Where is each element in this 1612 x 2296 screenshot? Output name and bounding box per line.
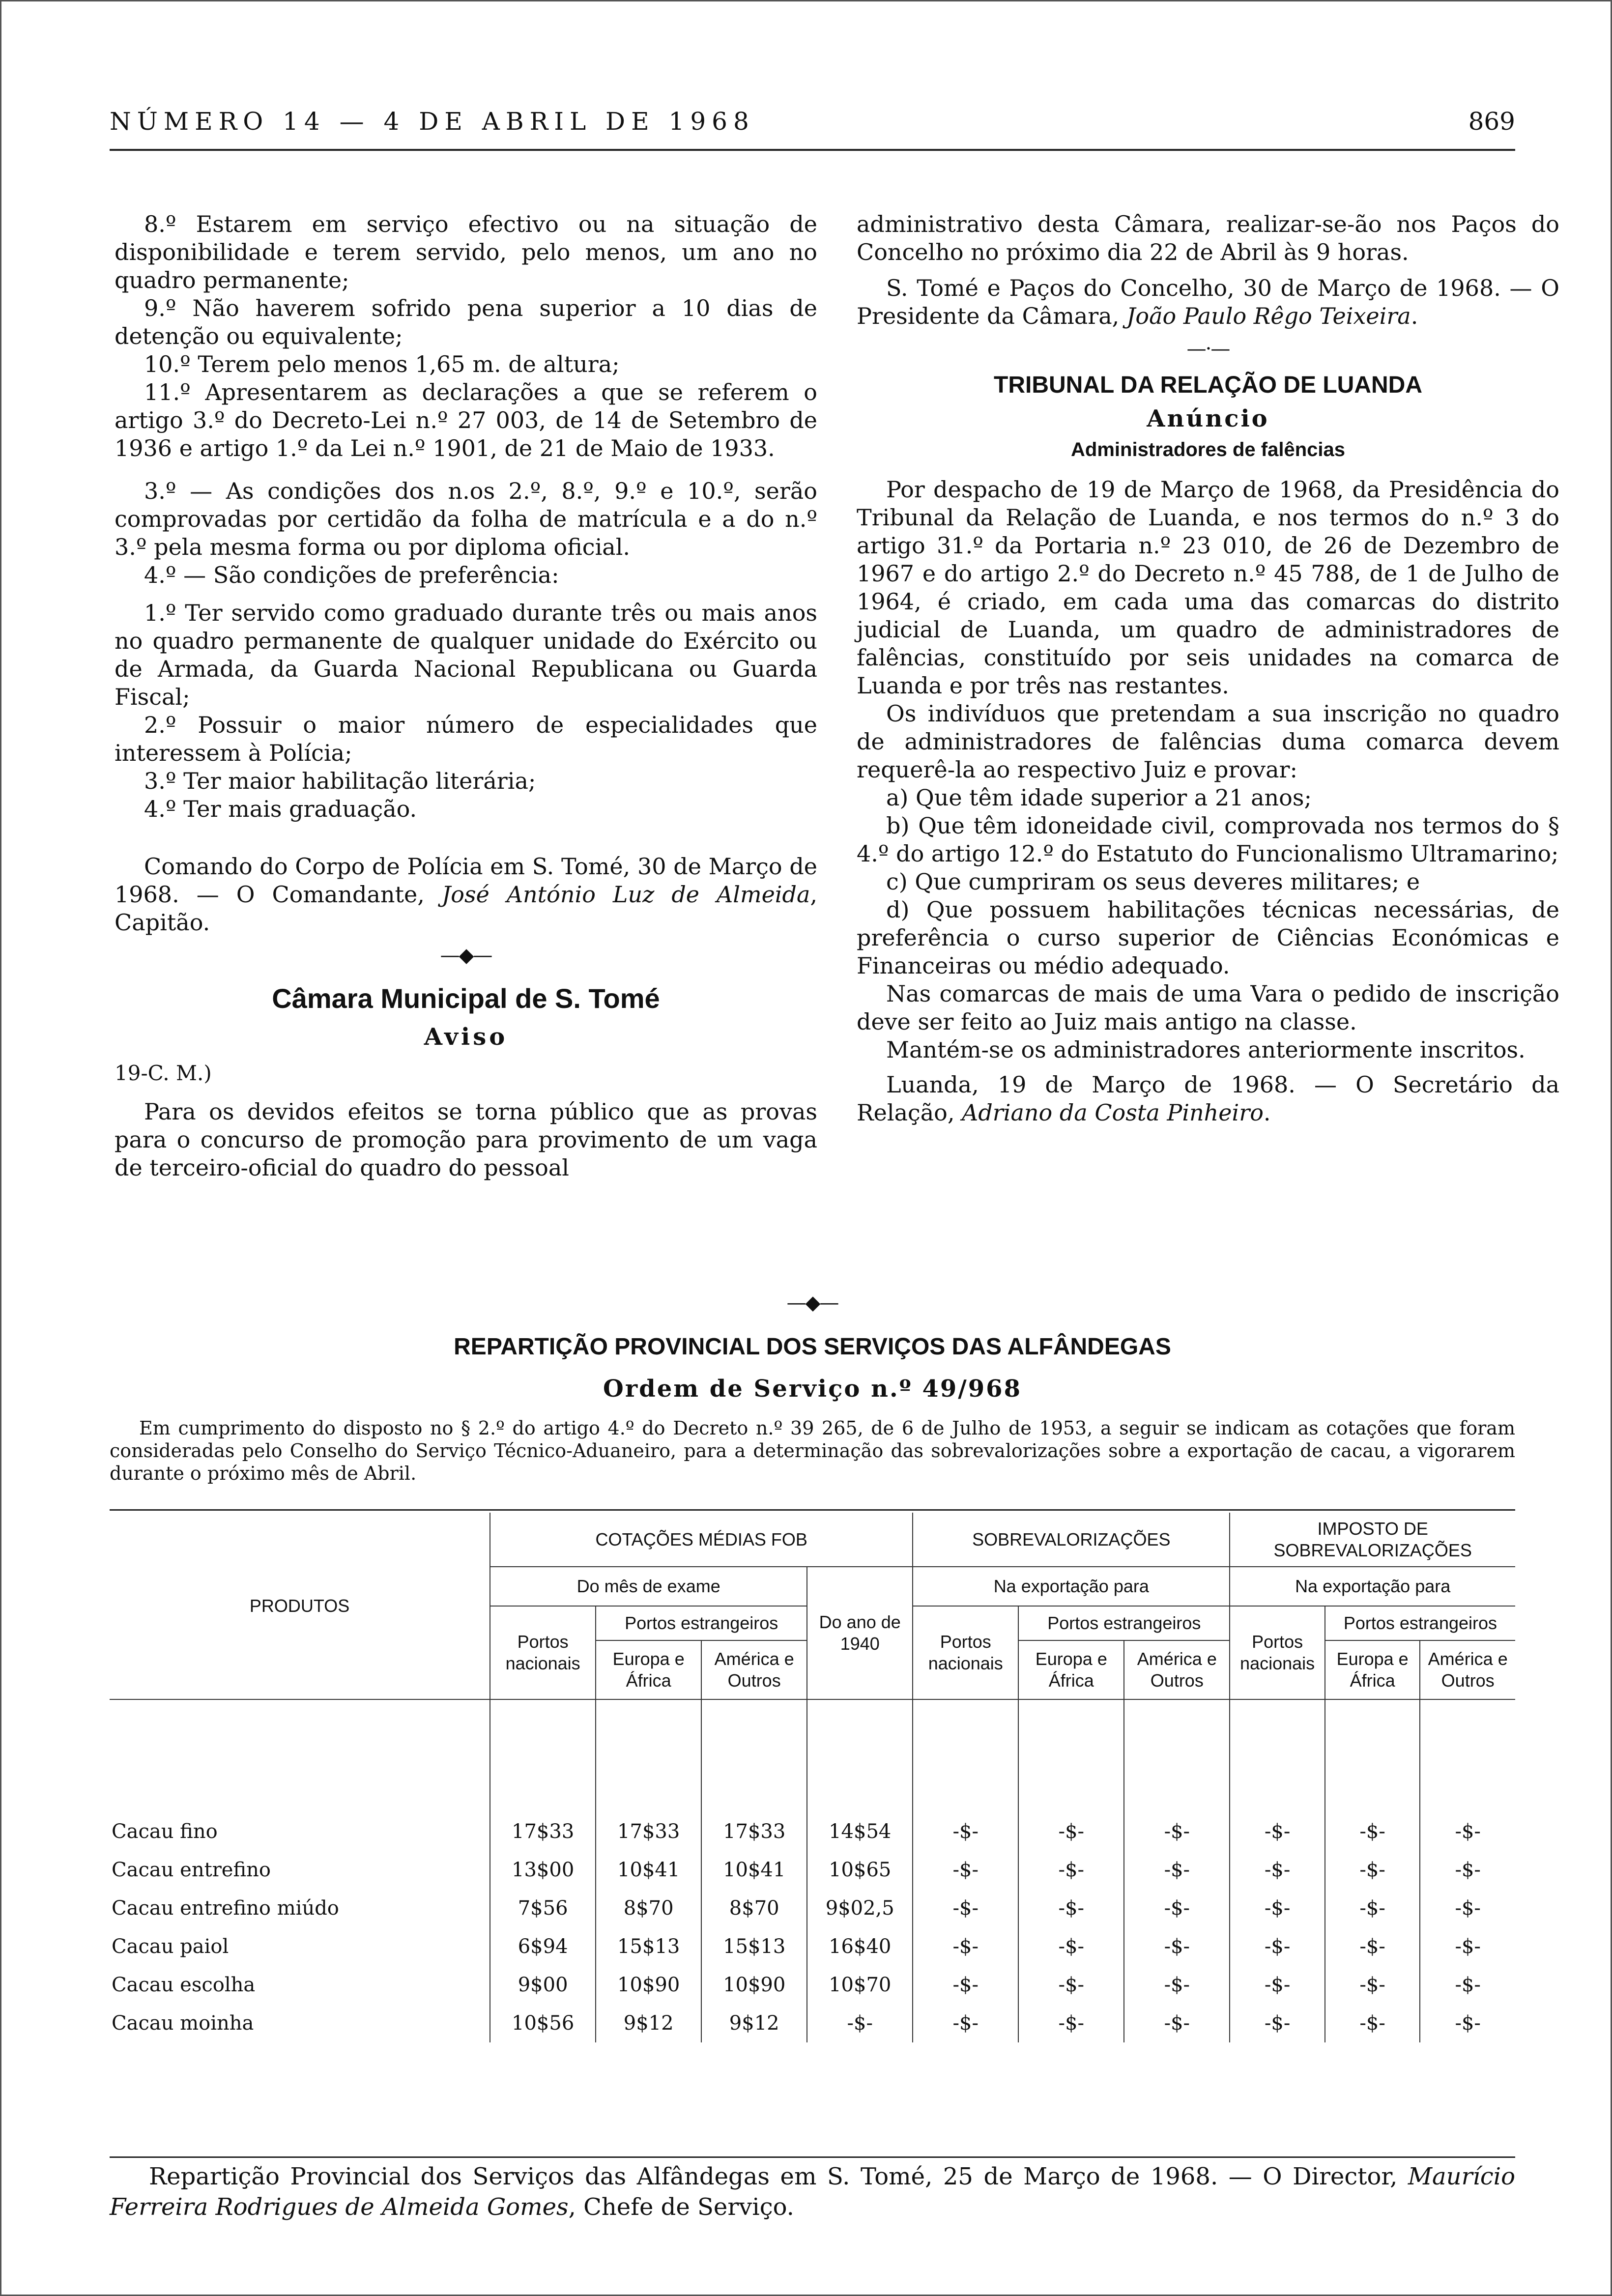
header-portos-nacionais: Portos nacionais xyxy=(913,1606,1018,1699)
paragraph: Os indivíduos que pretendam a sua inscrição no quadro de administradores de falências duma comarca devem requerê-la ao respectivo Juiz e provar: xyxy=(857,700,1559,783)
header-america: América e Outros xyxy=(1420,1640,1515,1699)
page-number: 869 xyxy=(1468,107,1515,136)
header-cotacoes: COTAÇÕES MÉDIAS FOB xyxy=(490,1513,913,1567)
section-divider: —·— xyxy=(1186,338,1230,360)
list-item: c) Que cumpriram os seus deveres militares; e xyxy=(886,868,1420,895)
table-row: Cacau escolha 9$00 10$90 10$90 10$70 -$- -$- -$- -$- -$- -$- xyxy=(110,1966,1515,2004)
header-do-mes: Do mês de exame xyxy=(490,1567,807,1606)
header-rule xyxy=(110,149,1515,151)
subsection-title: Administradores de falências xyxy=(1071,439,1345,460)
left-column xyxy=(115,210,817,1182)
table-row: Cacau moinha 10$56 9$12 9$12 -$- -$- -$- -$- -$- -$- -$- xyxy=(110,2004,1515,2042)
list-item: 2.º Possuir o maior número de especialidades que interessem à Polícia; xyxy=(115,712,817,766)
signature-block: Comando do Corpo de Polícia em S. Tomé, 30 de Março de 1968. — O Comandante, José António Luz de Almeida, Capitão. xyxy=(115,853,817,936)
header-america: América e Outros xyxy=(1124,1640,1230,1699)
reference-code: 19-C. M.) xyxy=(115,1061,212,1085)
table-bottom-rule xyxy=(110,2156,1515,2158)
issue-date: NÚMERO 14 — 4 DE ABRIL DE 1968 xyxy=(110,107,755,136)
table-row: Cacau paiol 6$94 15$13 15$13 16$40 -$- -$- -$- -$- -$- -$- xyxy=(110,1927,1515,1966)
list-item: 4.º — São condições de preferência: xyxy=(144,562,559,588)
header-imposto: IMPOSTO DE SOBREVALORIZAÇÕES xyxy=(1230,1513,1515,1567)
paragraph: Para os devidos efeitos se torna público que as provas para o concurso de promoção para provimento de um vaga de terceiro-oficial do quadro do pessoal xyxy=(115,1098,817,1181)
list-item: 4.º Ter mais graduação. xyxy=(144,796,417,822)
ordem-servico: Ordem de Serviço n.º 49/968 xyxy=(603,1375,1022,1403)
header-europa: Europa e África xyxy=(596,1640,701,1699)
list-item: a) Que têm idade superior a 21 anos; xyxy=(886,784,1312,811)
header-portos-estrangeiros: Portos estrangeiros xyxy=(596,1606,807,1640)
header-portos-estrangeiros: Portos estrangeiros xyxy=(1018,1606,1230,1640)
list-item: 3.º — As condições dos n.os 2.º, 8.º, 9.º e 10.º, serão comprovadas por certidão da folha de matrícula e a do n.º 3.º pela mesma forma ou por diploma oficial. xyxy=(115,478,817,560)
header-produtos: PRODUTOS xyxy=(110,1513,490,1699)
table-row: Cacau entrefino miúdo 7$56 8$70 8$70 9$02,5 -$- -$- -$- -$- -$- -$- xyxy=(110,1889,1515,1927)
section-divider: —◆— xyxy=(786,1292,838,1314)
paragraph: Nas comarcas de mais de uma Vara o pedido de inscrição deve ser feito ao Juiz mais antigo na classe. xyxy=(857,980,1559,1035)
table-row: Cacau entrefino 13$00 10$41 10$41 10$65 -$- -$- -$- -$- -$- -$- xyxy=(110,1851,1515,1889)
list-item: 3.º Ter maior habilitação literária; xyxy=(144,768,536,794)
signature-block: Luanda, 19 de Março de 1968. — O Secretário da Relação, Adriano da Costa Pinheiro. xyxy=(857,1071,1559,1126)
signature-block: S. Tomé e Paços do Concelho, 30 de Março de 1968. — O Presidente da Câmara, João Paulo Rêgo Teixeira. xyxy=(857,275,1559,329)
reparticao-title: REPARTIÇÃO PROVINCIAL DOS SERVIÇOS DAS ALFÂNDEGAS xyxy=(454,1334,1171,1360)
paragraph: administrativo desta Câmara, realizar-se-ão nos Paços do Concelho no próximo dia 22 de Abril às 9 horas. xyxy=(857,211,1559,265)
list-item: 11.º Apresentarem as declarações a que se referem o artigo 3.º do Decreto-Lei n.º 27 003, de 14 de Setembro de 1936 e artigo 1.º da Lei n.º 1901, de 21 de Maio de 1933. xyxy=(115,379,817,461)
header-sobrevalorizacoes: SOBREVALORIZAÇÕES xyxy=(913,1513,1230,1567)
list-item: b) Que têm idoneidade civil, comprovada nos termos do § 4.º do artigo 12.º do Estatuto do Funcionalismo Ultramarino; xyxy=(857,812,1559,867)
header-na-exportacao: Na exportação para xyxy=(913,1567,1230,1606)
list-item: d) Que possuem habilitações técnicas necessárias, de preferência o curso superior de Ciências Económicas e Financeiras ou médio adequado. xyxy=(857,896,1559,979)
paragraph: Por despacho de 19 de Março de 1968, da Presidência do Tribunal da Relação de Luanda, e nos termos do n.º 3 do artigo 31.º da Portaria n.º 23 010, de 26 de Dezembro de 1967 e do artigo 2.º do Decreto n.º 45 788, de 1 de Julho de 1964, é criado, em cada uma das comarcas do distrito judicial de Luanda, um quadro de administradores de falências, constituído por seis unidades na comarca de Luanda e por três nas restantes. xyxy=(857,476,1559,699)
section-divider: —◆— xyxy=(440,944,492,967)
header-america: América e Outros xyxy=(701,1640,807,1699)
header-europa: Europa e África xyxy=(1018,1640,1124,1699)
signatory-name: José António Luz de Almeida xyxy=(441,881,810,908)
header-do-ano: Do ano de 1940 xyxy=(807,1567,913,1699)
reparticao-signature: Repartição Provincial dos Serviços das Alfândegas em S. Tomé, 25 de Março de 1968. — O Director, Maurício Ferreira Rodrigues de Almeida Gomes, Chefe de Serviço. xyxy=(110,2163,1515,2221)
signatory-name: João Paulo Rêgo Teixeira xyxy=(1126,303,1411,329)
aviso-heading: Aviso xyxy=(424,1023,508,1051)
paragraph: Mantém-se os administradores anteriormente inscritos. xyxy=(886,1036,1526,1063)
header-na-exportacao: Na exportação para xyxy=(1230,1567,1515,1606)
list-item: 8.º Estarem em serviço efectivo ou na situação de disponibilidade e terem servido, pelo menos, um ano no quadro permanente; xyxy=(115,211,817,293)
header-portos-nacionais: Portos nacionais xyxy=(490,1606,596,1699)
table-row: Cacau fino 17$33 17$33 17$33 14$54 -$- -$- -$- -$- -$- -$- xyxy=(110,1812,1515,1851)
table-top-rule xyxy=(110,1509,1515,1511)
anuncio-heading: Anúncio xyxy=(1147,405,1269,432)
header-portos-nacionais: Portos nacionais xyxy=(1230,1606,1325,1699)
list-item: 10.º Terem pelo menos 1,65 m. de altura; xyxy=(144,351,620,377)
right-column xyxy=(857,210,1559,1127)
list-item: 9.º Não haverem sofrido pena superior a 10 dias de detenção ou equivalente; xyxy=(115,295,817,349)
reparticao-intro: Em cumprimento do disposto no § 2.º do artigo 4.º do Decreto n.º 39 265, de 6 de Julho de 1953, a seguir se indicam as cotações que foram consideradas pelo Conselho do Serviço Técnico-Aduaneiro, para a determinação das sobrevalorizações sobre a exportação de cacau, a vigorarem durante o próximo mês de Abril. xyxy=(110,1417,1515,1484)
header-portos-estrangeiros: Portos estrangeiros xyxy=(1325,1606,1515,1640)
cotacoes-table xyxy=(110,1513,1515,2042)
signatory-name: Maurício Ferreira Rodrigues de Almeida Gomes xyxy=(110,2163,1515,2221)
section-title: TRIBUNAL DA RELAÇÃO DE LUANDA xyxy=(994,372,1422,398)
header-europa: Europa e África xyxy=(1325,1640,1420,1699)
signatory-name: Adriano da Costa Pinheiro xyxy=(962,1099,1264,1126)
list-item: 1.º Ter servido como graduado durante três ou mais anos no quadro permanente de qualquer unidade do Exército ou de Armada, da Guarda Nacional Republicana ou Guarda Fiscal; xyxy=(115,600,817,710)
section-title: Câmara Municipal de S. Tomé xyxy=(272,983,660,1014)
page-header xyxy=(110,107,1515,142)
